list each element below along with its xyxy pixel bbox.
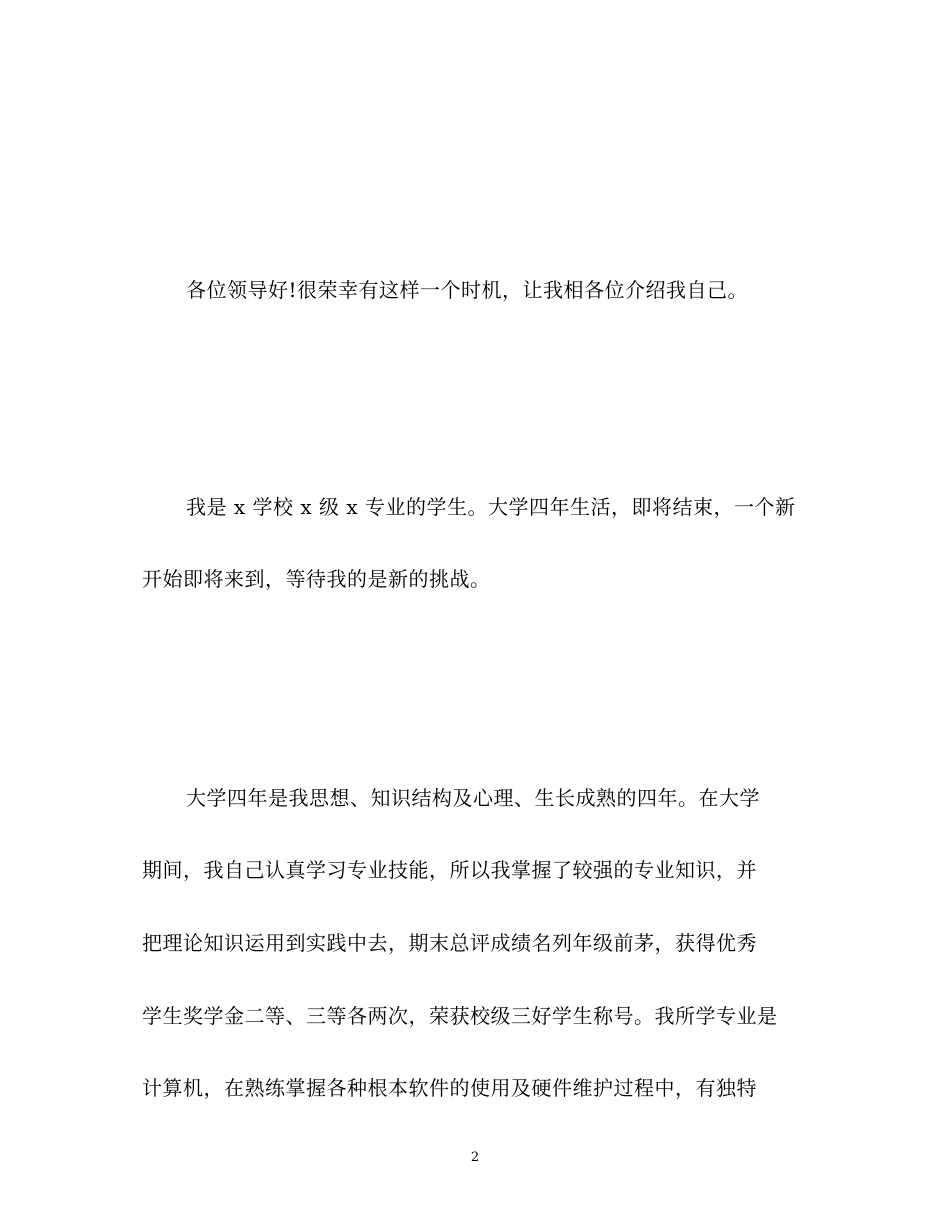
paragraph-3-line-4: 学生奖学金二等、三等各两次，荣获校级三好学生称号。我所学专业是 (142, 1004, 778, 1028)
paragraph-2-line-1: 我是 x 学校 x 级 x 专业的学生。大学四年生活，即将结束，一个新 (186, 495, 796, 519)
paragraph-1-line-1: 各位领导好!很荣幸有这样一个时机，让我相各位介绍我自己。 (186, 278, 749, 302)
paragraph-2-line-2: 开始即将来到，等待我的是新的挑战。 (142, 567, 491, 591)
paragraph-3-line-1: 大学四年是我思想、知识结构及心理、生长成熟的四年。在大学 (186, 786, 760, 810)
paragraph-3-line-5: 计算机，在熟练掌握各种根本软件的使用及硬件维护过程中，有独特 (142, 1076, 757, 1100)
paragraph-3-line-2: 期间，我自己认真学习专业技能，所以我掌握了较强的专业知识，并 (142, 858, 757, 882)
page-number: 2 (470, 1150, 480, 1165)
paragraph-3-line-3: 把理论知识运用到实践中去，期末总评成绩名列年级前茅，获得优秀 (142, 931, 757, 955)
